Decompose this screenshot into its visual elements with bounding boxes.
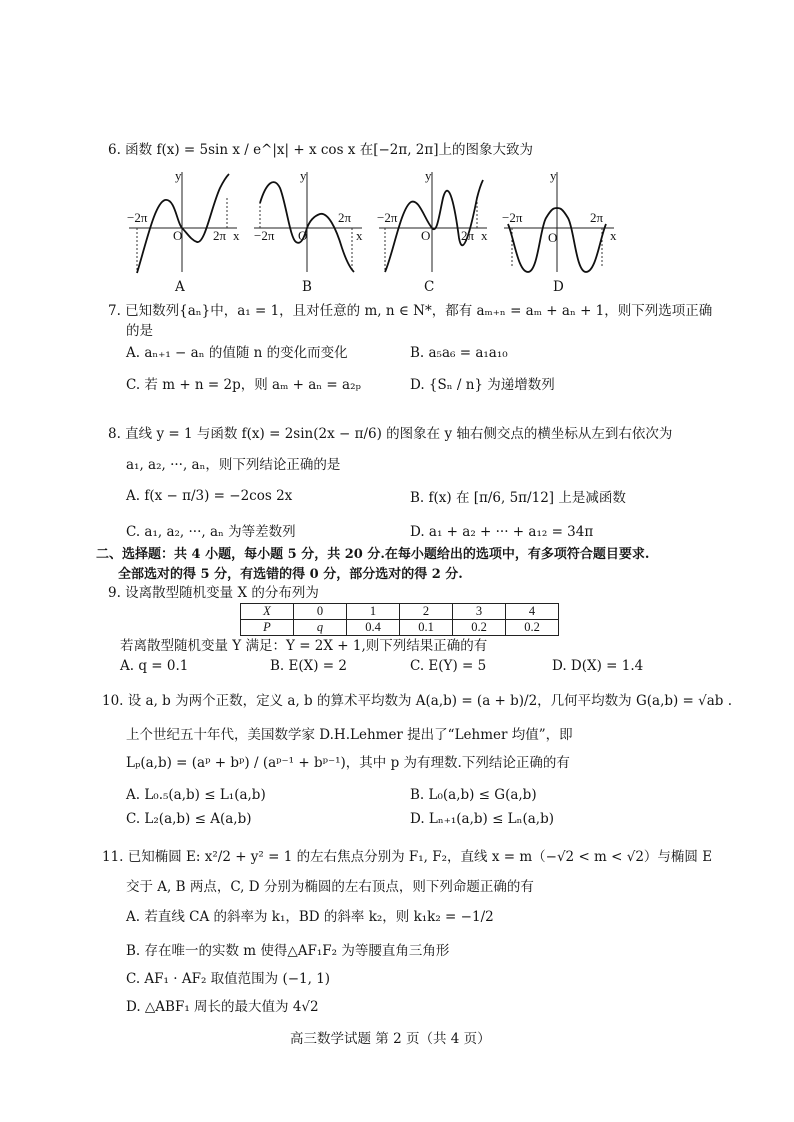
q7-option-d: D. {Sₙ / n} 为递增数列 [410,377,555,393]
q9-option-b: B. E(X) = 2 [270,658,347,674]
table-cell: 0.2 [506,620,559,636]
graph-d-pos-label: 2π [590,210,604,225]
distribution-table [240,603,559,636]
q7-option-a: A. aₙ₊₁ − aₙ 的值随 n 的变化而变化 [126,345,348,361]
q7-option-b: B. a₅a₆ = a₁a₁₀ [410,345,508,361]
page-footer: 高三数学试题 第 2 页（共 4 页） [290,1031,491,1047]
graph-c [375,168,490,276]
option-c-caption: C [424,279,435,295]
q8-option-d: D. a₁ + a₂ + ··· + a₁₂ = 34π [410,524,594,540]
q7-stem-line1: 7. 已知数列{aₙ}中，a₁ = 1，且对任意的 m, n ∈ N*，都有 aₘ₊ₙ = aₘ + aₙ + 1，则下列选项正确 [108,303,713,319]
graph-d-x-label: x [610,228,617,243]
q10-line3: Lₚ(a,b) = (aᵖ + bᵖ) / (aᵖ⁻¹ + bᵖ⁻¹)，其中 p 为有理数.下列结论正确的有 [126,755,570,771]
graph-d-neg-label: −2π [502,210,523,225]
q9-stem: 9. 设离散型随机变量 X 的分布列为 [108,585,319,601]
graph-c-neg-label: −2π [377,210,398,225]
table-cell: P [241,620,294,636]
graph-d-y-label: y [550,168,557,183]
graph-b-y-label: y [300,168,307,183]
q7-stem-line2: 的是 [126,323,153,339]
q8-stem-line2: a₁, a₂, ···, aₙ，则下列结论正确的是 [126,457,341,473]
section2-line2: 全部选对的得 5 分，有选错的得 0 分，部分选对的得 2 分. [118,567,463,582]
option-a-caption: A [175,279,185,295]
q10-option-b: B. L₀(a,b) ≤ G(a,b) [410,787,537,803]
graph-a-pos-label: 2π [213,228,227,243]
table-cell: 0.2 [453,620,506,636]
graph-a [125,168,240,276]
q11-option-d: D. △ABF₁ 周长的最大值为 4√2 [126,999,319,1015]
graph-d-origin-label: O [548,230,558,245]
table-row [241,604,559,620]
table-cell: 3 [453,604,506,620]
graph-b-x-label: x [356,228,363,243]
table-cell: 1 [347,604,400,620]
graph-a-x-label: x [233,228,240,243]
q11-option-c: C. AF₁ · AF₂ 取值范围为 (−1, 1) [126,971,331,987]
q10-option-c: C. L₂(a,b) ≤ A(a,b) [126,811,252,827]
q11-option-a: A. 若直线 CA 的斜率为 k₁，BD 的斜率 k₂，则 k₁k₂ = −1/2 [126,909,494,925]
q11-line2: 交于 A, B 两点，C, D 分别为椭圆的左右顶点，则下列命题正确的有 [126,879,534,895]
graph-b-pos-label: 2π [338,210,352,225]
graph-c-pos-label: 2π [461,228,475,243]
graph-b [250,168,365,276]
table-cell: X [241,604,294,620]
graph-a-origin-label: O [173,228,183,243]
option-d-caption: D [553,279,564,295]
q10-line1: 10. 设 a, b 为两个正数，定义 a, b 的算术平均数为 A(a,b) = (a + b)/2，几何平均数为 G(a,b) = √ab . [102,693,733,709]
table-cell: 4 [506,604,559,620]
q8-option-b: B. f(x) 在 [π/6, 5π/12] 上是减函数 [410,490,626,506]
q8-stem-line1: 8. 直线 y = 1 与函数 f(x) = 2sin(2x − π/6) 的图象在 y 轴右侧交点的横坐标从左到右依次为 [108,426,673,442]
q6-stem: 6. 函数 f(x) = 5sin x / e^|x| + x cos x 在[−2π, 2π]上的图象大致为 [108,142,534,158]
table-cell: 2 [400,604,453,620]
graph-b-neg-label: −2π [254,228,275,243]
q9-option-c: C. E(Y) = 5 [410,658,487,674]
table-cell: 0.4 [347,620,400,636]
q9-condition: 若离散型随机变量 Y 满足：Y = 2X + 1,则下列结果正确的有 [120,638,488,654]
q11-option-b: B. 存在唯一的实数 m 使得△AF₁F₂ 为等腰直角三角形 [126,943,450,959]
q10-option-a: A. L₀.₅(a,b) ≤ L₁(a,b) [126,787,266,803]
q9-option-d: D. D(X) = 1.4 [552,658,644,674]
q10-line2: 上个世纪五十年代，美国数学家 D.H.Lehmer 提出了“Lehmer 均值”，即 [126,727,573,743]
q7-option-c: C. 若 m + n = 2p，则 aₘ + aₙ = a₂ₚ [126,377,361,393]
graph-b-origin-label: O [298,228,308,243]
section2-line1: 二、选择题：共 4 小题，每小题 5 分，共 20 分.在每小题给出的选项中，有多项符合题目要求. [96,547,650,562]
table-cell: 0.1 [400,620,453,636]
q8-option-a: A. f(x − π/3) = −2cos 2x [126,488,293,504]
table-row [241,620,559,636]
table-cell: q [294,620,347,636]
option-b-caption: B [302,279,312,295]
graph-c-x-label: x [481,228,488,243]
q11-line1: 11. 已知椭圆 E: x²/2 + y² = 1 的左右焦点分别为 F₁, F₂，直线 x = m（−√2 < m < √2）与椭圆 E [102,849,713,865]
q9-option-a: A. q = 0.1 [120,658,189,674]
q8-option-c: C. a₁, a₂, ···, aₙ 为等差数列 [126,524,296,540]
graph-c-origin-label: O [421,228,431,243]
graph-c-y-label: y [425,168,432,183]
graph-a-neg-label: −2π [127,210,148,225]
graph-d [500,168,618,276]
table-cell: 0 [294,604,347,620]
graph-a-y-label: y [175,168,182,183]
q10-option-d: D. Lₙ₊₁(a,b) ≤ Lₙ(a,b) [410,811,554,827]
